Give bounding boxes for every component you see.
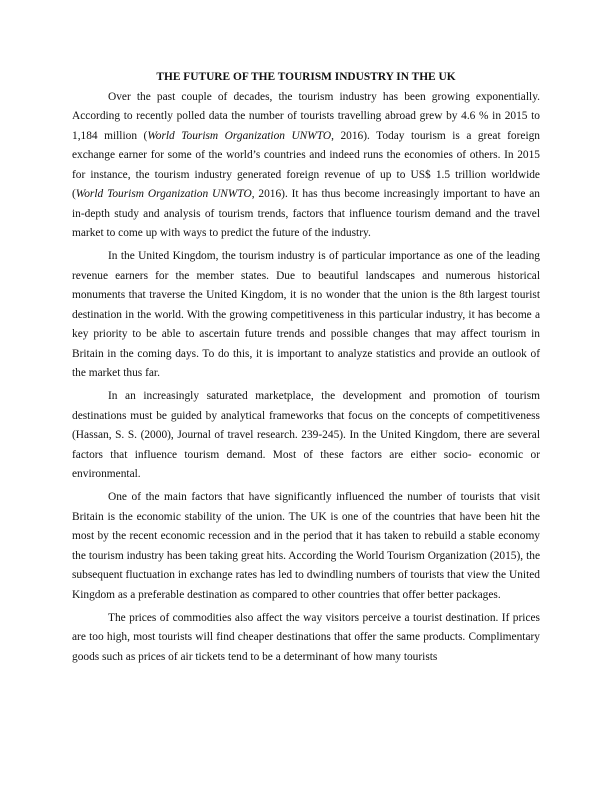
paragraph-text: The prices of commodities also affect the way visitors perceive a tourist destination. If prices are too high, most tourists will find cheaper destinations that offer the same products. Complimentary goods such as prices of air tickets tend to be a determinant of how many tourists <box>72 611 540 663</box>
paragraph-text: , 2016). Today tourism is a great foreign exchange earner for some of the world’s countries and indeed runs the economies of others. In 2015 for instance, the tourism industry generated foreign revenue of up to US$ 1.5 trillion worldwide ( <box>72 129 541 200</box>
paragraph-text: Over the past couple of decades, the tourism industry has been growing exponentially. According to recently polled data the number of tourists travelling abroad grew by 4.6 % in 2015 to 1,184 million ( <box>72 90 540 142</box>
paragraph-text: In an increasingly saturated marketplace, the development and promotion of tourism destinations must be guided by analytical frameworks that focus on the concepts of competitiveness (Hassan, S. S. (2000), Journal of travel research. 239-245). In the United Kingdom, there are several factors that influence tourism demand. Most of these factors are either socio- economic or environmental. <box>72 390 540 481</box>
paragraph <box>72 247 540 384</box>
paragraph <box>72 387 540 485</box>
document-body <box>72 68 540 671</box>
paragraph-text: In the United Kingdom, the tourism industry is of particular importance as one of the leading revenue earners for the member states. Due to beautiful landscapes and numerous historical monuments that traverse the United Kingdom, it is no wonder that the union is the 8th largest tourist destination in the world. With the growing competitiveness in this particular industry, it has become a key priority to be able to ascertain future trends and possible changes that may affect tourism in Britain in the coming days. To do this, it is important to analyze statistics and provide an outlook of the market thus far. <box>72 250 540 380</box>
paragraph <box>72 609 540 668</box>
citation-italic: World Tourism Organization UNWTO <box>147 129 332 142</box>
citation-italic: World Tourism Organization UNWTO <box>75 188 252 200</box>
paragraph <box>72 488 540 605</box>
paragraph-text: One of the main factors that have significantly influenced the number of tourists that visit Britain is the economic stability of the union. The UK is one of the countries that have been hit the most by the recent economic recession and in the period that it has taken to rebuild a stable economy the tourism industry has been taking great hits. According the World Tourism Organization (2015), the subsequent fluctuation in exchange rates has led to dwindling numbers of tourists that view the United Kingdom as a preferable destination as compared to other countries that offer better packages. <box>72 491 540 601</box>
document-title: THE FUTURE OF THE TOURISM INDUSTRY IN THE UK <box>156 71 456 83</box>
paragraph-text: , 2016). It has thus become increasingly important to have an in-depth study and analysis of tourism trends, factors that influence tourism demand and the travel market to come up with ways to predict the future of the industry. <box>72 188 540 239</box>
paragraph <box>72 88 540 244</box>
